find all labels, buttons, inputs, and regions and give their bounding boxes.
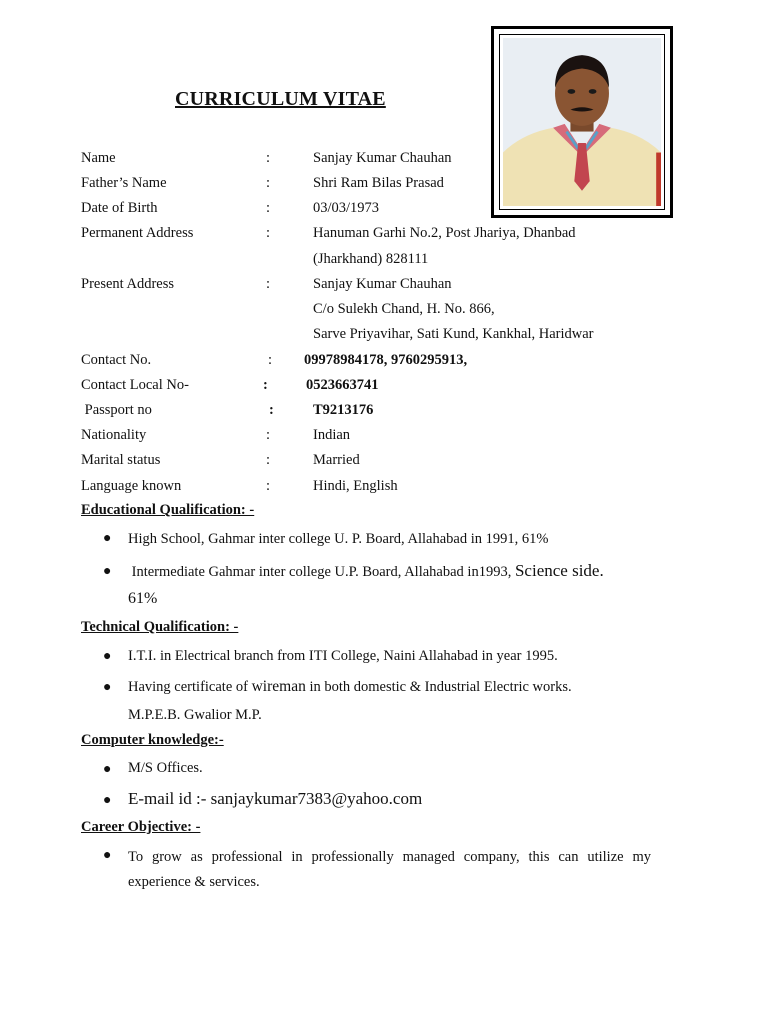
edu-item-high-school: High School, Gahmar inter college U. P. Board, Allahabad in 1991, 61% [128, 531, 549, 547]
bullet-icon: ● [103, 848, 112, 863]
colon: : [263, 377, 268, 393]
language-label: Language known [81, 478, 182, 494]
person-photo-icon [503, 38, 661, 206]
language-value: Hindi, English [313, 478, 398, 494]
contact-local-label: Contact Local No- [81, 377, 189, 393]
dob-label: Date of Birth [81, 200, 158, 216]
colon: : [266, 150, 271, 166]
profile-photo-frame [491, 26, 673, 218]
marital-status-label: Marital status [81, 452, 161, 468]
present-address-label: Present Address [81, 276, 175, 292]
tech-item-certificate-text-c: in both domestic & Industrial Electric works. [305, 679, 572, 695]
tech-item-mpeb: M.P.E.B. Gwalior M.P. [128, 707, 262, 723]
colon: : [266, 452, 271, 468]
bullet-icon: ● [103, 564, 112, 579]
contact-local-value: 0523663741 [306, 377, 379, 393]
colon: : [266, 200, 271, 216]
bullet-icon: ● [103, 649, 112, 664]
contact-no-label: Contact No. [81, 352, 152, 368]
career-objective-heading: Career Objective: - [81, 819, 201, 835]
bullet-icon: ● [103, 762, 112, 777]
email-id: E-mail id :- sanjaykumar7383@yahoo.com [128, 789, 423, 808]
tech-item-certificate [128, 678, 572, 696]
tech-item-iti: I.T.I. in Electrical branch from ITI College, Naini Allahabad in year 1995. [128, 648, 558, 664]
bullet-icon: ● [103, 680, 112, 695]
edu-item-intermediate-text: Intermediate Gahmar inter college U.P. Board, Allahabad in1993, [128, 564, 515, 580]
marital-status-value: Married [313, 452, 360, 468]
present-address-line3: Sarve Priyavihar, Sati Kund, Kankhal, Haridwar [313, 326, 594, 342]
edu-item-science-side: Science side. [514, 561, 604, 580]
tech-item-wireman: wireman [251, 678, 306, 695]
nationality-value: Indian [313, 427, 351, 443]
passport-value: T9213176 [313, 402, 374, 418]
colon: : [266, 175, 271, 191]
contact-no-value: 09978984178, 9760295913, [304, 352, 468, 368]
passport-label: Passport no [81, 402, 152, 418]
bullet-icon: ● [103, 531, 112, 546]
present-address-line2: C/o Sulekh Chand, H. No. 866, [313, 301, 495, 317]
colon: : [268, 352, 273, 368]
present-address-line1: Sanjay Kumar Chauhan [313, 276, 452, 292]
name-label: Name [81, 150, 116, 166]
career-objective-text: To grow as professional in professionally managed company, this can utilize my experience & services. [128, 849, 651, 890]
nationality-label: Nationality [81, 427, 147, 443]
permanent-address-line2: (Jharkhand) 828111 [313, 251, 429, 267]
father-name-label: Father’s Name [81, 175, 167, 191]
technical-qualification-heading: Technical Qualification: - [81, 619, 239, 635]
edu-item-intermediate [128, 561, 604, 581]
name-value: Sanjay Kumar Chauhan [313, 150, 452, 166]
dob-value: 03/03/1973 [313, 200, 380, 216]
colon: : [269, 402, 274, 418]
edu-item-intermediate-percent: 61% [128, 590, 158, 607]
colon: : [266, 478, 271, 494]
permanent-address-line1: Hanuman Garhi No.2, Post Jhariya, Dhanbad [313, 225, 576, 241]
colon: : [266, 276, 271, 292]
bullet-icon: ● [103, 793, 112, 808]
father-name-value: Shri Ram Bilas Prasad [313, 175, 444, 191]
computer-knowledge-heading: Computer knowledge:- [81, 732, 224, 748]
computer-item-ms-office: M/S Offices. [128, 760, 203, 776]
colon: : [266, 427, 271, 443]
cv-title: CURRICULUM VITAE [175, 88, 386, 110]
tech-item-certificate-text-a: Having certificate of [128, 679, 252, 695]
permanent-address-label: Permanent Address [81, 225, 194, 241]
profile-photo [499, 34, 665, 210]
educational-qualification-heading: Educational Qualification: - [81, 502, 255, 518]
colon: : [266, 225, 271, 241]
